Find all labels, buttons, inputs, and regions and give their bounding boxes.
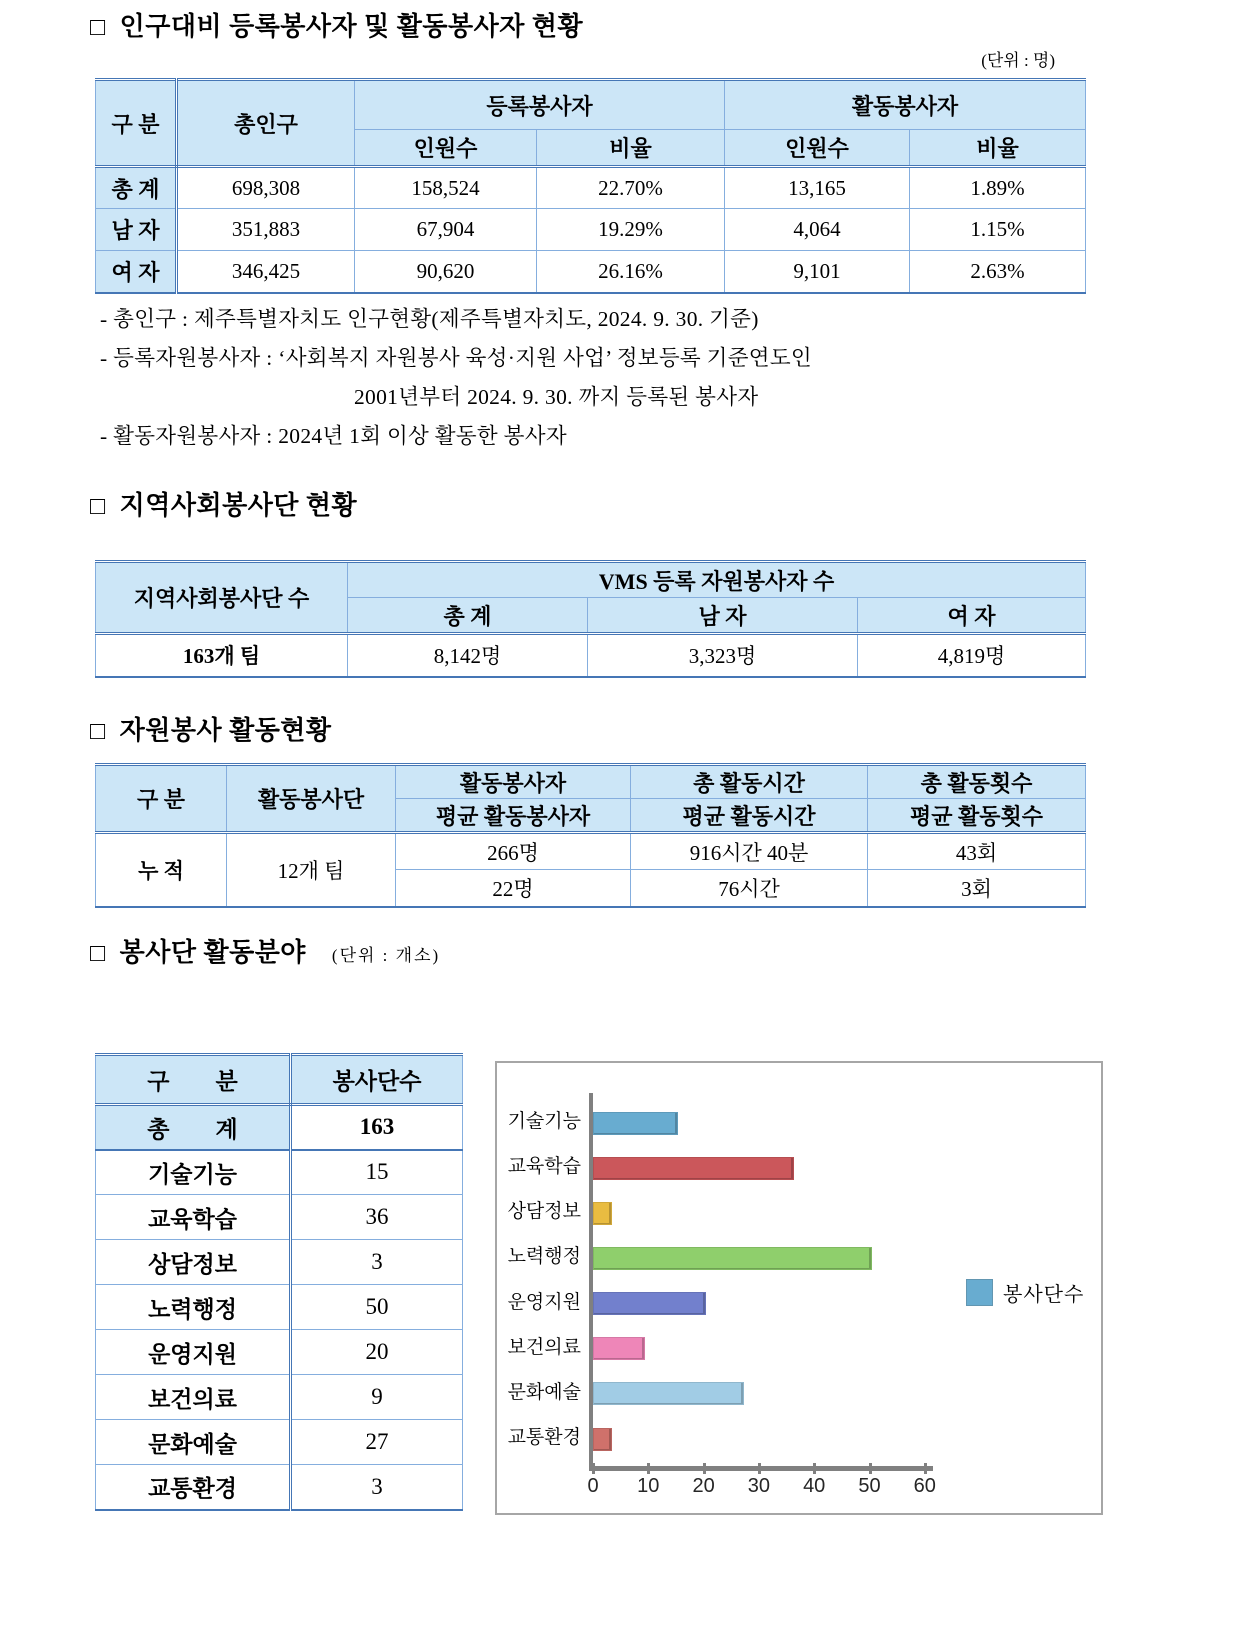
chart-bar-2 [593, 1157, 794, 1180]
t4-value: 27 [291, 1420, 463, 1465]
table-cell: 1.89% [910, 167, 1086, 209]
chart-bar-7 [593, 1382, 744, 1405]
bar-chart [495, 1061, 1103, 1515]
t4-value: 36 [291, 1195, 463, 1240]
chart-bar-5 [593, 1292, 706, 1315]
t2-cell-teams: 163개 팀 [96, 634, 348, 677]
chart-category-label-5: 운영지원 [507, 1291, 581, 1313]
t4-rowlabel: 문화예술 [96, 1420, 291, 1465]
table-row [96, 1375, 463, 1420]
population-volunteer-table [95, 78, 1086, 294]
table-cell: 22.70% [537, 167, 725, 209]
t1-header-registered: 등록봉사자 [355, 80, 725, 130]
t3-header-gubun: 구 분 [96, 765, 227, 833]
chart-bar-8 [593, 1428, 612, 1451]
t1-subheader-ratio1: 비율 [537, 130, 725, 167]
table-row [96, 1330, 463, 1375]
x-tick-mark [924, 1463, 927, 1474]
section1-title [90, 6, 583, 43]
table-cell: 22명 [396, 870, 631, 907]
table-row [96, 1150, 463, 1195]
table-cell: 3회 [868, 870, 1086, 907]
t2-subheader-female: 여 자 [858, 598, 1086, 634]
t4-header-gubun: 구 분 [96, 1055, 291, 1105]
chart-category-label-7: 문화예술 [507, 1381, 581, 1403]
x-tick-label-10: 10 [637, 1475, 660, 1497]
section4-title-text: 봉사단 활동분야 [119, 938, 306, 967]
table-header-row [96, 765, 1086, 799]
section3-title-text: 자원봉사 활동현황 [119, 716, 332, 745]
table-row-female [96, 251, 1086, 293]
table-cell: 76시간 [631, 870, 868, 907]
chart-bar-1 [593, 1112, 678, 1135]
t4-value: 9 [291, 1375, 463, 1420]
t2-subheader-total: 총 계 [348, 598, 588, 634]
t4-header-count: 봉사단수 [291, 1055, 463, 1105]
square-bullet-icon: □ [90, 493, 106, 520]
unit-label-places: (단위 : 개소) [331, 946, 441, 965]
chart-bar-3 [593, 1202, 612, 1225]
t1-header-gubun: 구 분 [96, 80, 177, 167]
x-tick-mark [592, 1463, 595, 1474]
t3-header-volunteers: 활동봉사자 [396, 765, 631, 799]
x-tick-label-40: 40 [803, 1475, 826, 1497]
chart-category-label-1: 기술기능 [507, 1111, 581, 1132]
t3-subheader-avg-times: 평균 활동횟수 [868, 799, 1086, 833]
table-row [96, 1465, 463, 1510]
table-cell: 916시간 40분 [631, 833, 868, 870]
t4-rowlabel: 교통환경 [96, 1465, 291, 1510]
table-row [96, 1285, 463, 1330]
t4-value: 3 [291, 1240, 463, 1285]
t1-subheader-ratio2: 비율 [910, 130, 1086, 167]
x-tick-mark [647, 1463, 650, 1474]
x-tick-mark [758, 1463, 761, 1474]
x-tick-mark [703, 1463, 706, 1474]
chart-bar-6 [593, 1337, 645, 1360]
t3-header-times: 총 활동횟수 [868, 765, 1086, 799]
t3-header-hours: 총 활동시간 [631, 765, 868, 799]
chart-category-label-2: 교육학습 [507, 1156, 581, 1178]
t4-value: 3 [291, 1465, 463, 1510]
t2-header-team-count: 지역사회봉사단 수 [96, 562, 348, 634]
table-cell: 158,524 [355, 167, 537, 209]
x-tick-mark [813, 1463, 816, 1474]
activity-field-table [95, 1053, 463, 1511]
table-cell: 90,620 [355, 251, 537, 293]
chart-bar-4 [593, 1247, 872, 1270]
table-cell: 8,142명 [348, 634, 588, 677]
chart-category-label-6: 보건의료 [507, 1336, 581, 1358]
t3-subheader-avg-volunteers: 평균 활동봉사자 [396, 799, 631, 833]
table-cell: 9,101 [725, 251, 910, 293]
t2-subheader-male: 남 자 [588, 598, 858, 634]
t4-rowlabel: 노력행정 [96, 1285, 291, 1330]
x-tick-label-0: 0 [587, 1475, 599, 1497]
unit-label-persons: (단위 : 명) [981, 51, 1055, 70]
table-row [96, 1240, 463, 1285]
table-cell: 266명 [396, 833, 631, 870]
note-active-volunteers: - 활동자원봉사자 : 2024년 1회 이상 활동한 봉사자 [100, 424, 567, 448]
t3-subheader-avg-hours: 평균 활동시간 [631, 799, 868, 833]
table-cell: 698,308 [177, 167, 355, 209]
table-cell: 3,323명 [588, 634, 858, 677]
section4-title [90, 932, 440, 969]
chart-category-label-8: 교통환경 [507, 1427, 581, 1449]
chart-category-label-4: 노력행정 [507, 1246, 581, 1268]
x-tick-label-60: 60 [913, 1475, 936, 1497]
t2-header-vms: VMS 등록 자원봉사자 수 [348, 562, 1086, 598]
t4-value: 20 [291, 1330, 463, 1375]
square-bullet-icon: □ [90, 14, 106, 41]
x-tick-label-50: 50 [858, 1475, 881, 1497]
t3-cell-team-count: 12개 팀 [227, 833, 396, 907]
note-registered-volunteers-cont: 2001년부터 2024. 9. 30. 까지 등록된 봉사자 [354, 385, 759, 409]
x-tick-label-30: 30 [747, 1475, 771, 1497]
t1-rowlabel-total: 총 계 [96, 167, 177, 209]
table-cell: 2.63% [910, 251, 1086, 293]
table-cell: 1.15% [910, 209, 1086, 251]
table-row-male [96, 209, 1086, 251]
table-cell: 19.29% [537, 209, 725, 251]
table-row-total [96, 1105, 463, 1150]
table-cell: 346,425 [177, 251, 355, 293]
section2-title-text: 지역사회봉사단 현황 [119, 491, 358, 520]
legend-label: 봉사단수 [1003, 1284, 1085, 1306]
table-cell: 67,904 [355, 209, 537, 251]
table-row-total [96, 167, 1086, 209]
y-axis-line [589, 1093, 593, 1471]
t4-value-total: 163 [291, 1105, 463, 1150]
t1-subheader-count1: 인원수 [355, 130, 537, 167]
community-teams-table [95, 560, 1086, 678]
legend-swatch [966, 1279, 993, 1306]
chart-category-label-3: 상담정보 [507, 1201, 581, 1223]
table-cell: 43회 [868, 833, 1086, 870]
table-header-row [96, 80, 1086, 130]
square-bullet-icon: □ [90, 940, 106, 967]
table-cell: 4,064 [725, 209, 910, 251]
activity-status-table [95, 763, 1086, 908]
table-header-row [96, 562, 1086, 598]
table-data-row [96, 833, 1086, 870]
table-cell: 4,819명 [858, 634, 1086, 677]
t4-rowlabel: 보건의료 [96, 1375, 291, 1420]
x-tick-label-20: 20 [692, 1475, 715, 1497]
table-header-row [96, 1055, 463, 1105]
square-bullet-icon: □ [90, 718, 106, 745]
t4-rowlabel: 교육학습 [96, 1195, 291, 1240]
t1-rowlabel-female: 여 자 [96, 251, 177, 293]
table-row [96, 1195, 463, 1240]
table-cell: 13,165 [725, 167, 910, 209]
x-tick-mark [869, 1463, 872, 1474]
t1-subheader-count2: 인원수 [725, 130, 910, 167]
t1-rowlabel-male: 남 자 [96, 209, 177, 251]
x-axis-line [589, 1466, 933, 1471]
t4-value: 15 [291, 1150, 463, 1195]
note-total-population: - 총인구 : 제주특별자치도 인구현황(제주특별자치도, 2024. 9. 30. 기준) [100, 307, 759, 331]
t3-cell-cumulative: 누 적 [96, 833, 227, 907]
section1-title-text: 인구대비 등록봉사자 및 활동봉사자 현황 [119, 12, 584, 41]
table-cell: 26.16% [537, 251, 725, 293]
t4-rowlabel: 운영지원 [96, 1330, 291, 1375]
t4-value: 50 [291, 1285, 463, 1330]
t1-header-population: 총인구 [177, 80, 355, 167]
section3-title [90, 710, 332, 747]
section2-title [90, 485, 357, 522]
t1-header-active: 활동봉사자 [725, 80, 1086, 130]
t3-header-team: 활동봉사단 [227, 765, 396, 833]
t4-rowlabel: 기술기능 [96, 1150, 291, 1195]
table-row [96, 1420, 463, 1465]
t4-rowlabel-total: 총 계 [96, 1105, 291, 1150]
table-cell: 351,883 [177, 209, 355, 251]
table-data-row [96, 634, 1086, 677]
footnotes-block [100, 300, 1100, 456]
note-registered-volunteers: - 등록자원봉사자 : ‘사회복지 자원봉사 육성·지원 사업’ 정보등록 기준연도인 [100, 346, 812, 370]
t4-rowlabel: 상담정보 [96, 1240, 291, 1285]
chart-legend [966, 1278, 1084, 1307]
